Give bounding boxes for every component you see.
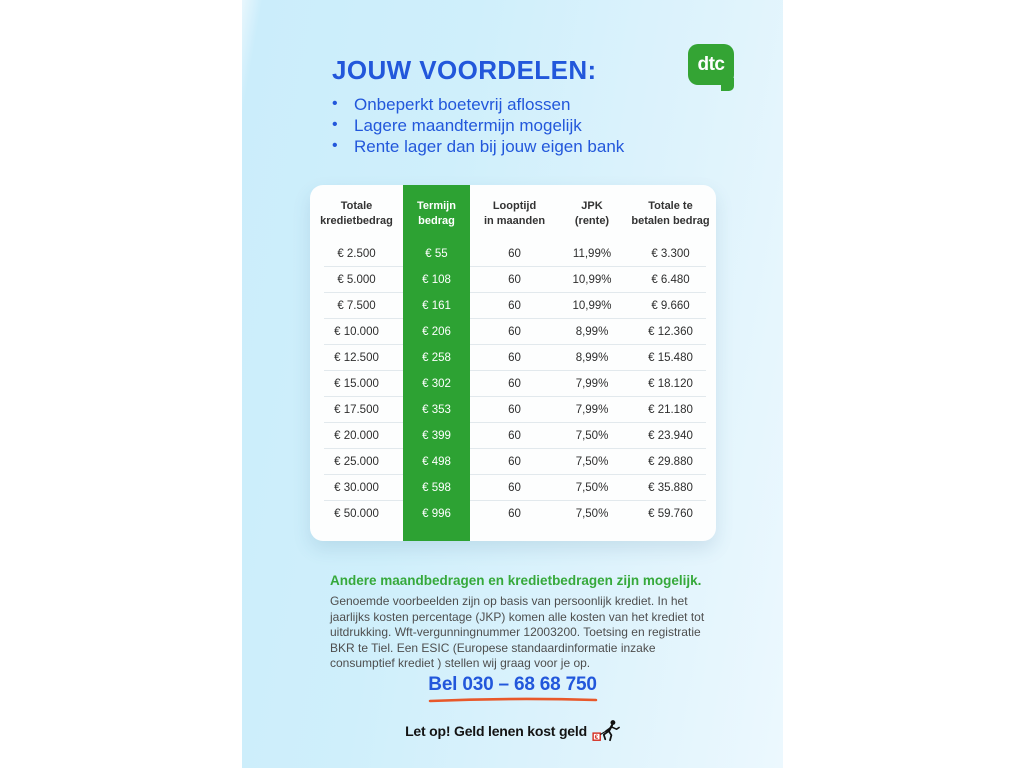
list-item bbox=[328, 95, 624, 116]
table-cell: € 59.760 bbox=[648, 508, 693, 520]
disclaimer-heading: Andere maandbedragen en kredietbedragen zijn mogelijk. bbox=[330, 573, 702, 588]
table-cell: 60 bbox=[508, 300, 521, 312]
table-cell: € 15.000 bbox=[334, 378, 379, 390]
geld-lenen-kost-geld-icon bbox=[592, 719, 620, 742]
table-cell: € 29.880 bbox=[648, 456, 693, 468]
list-item bbox=[328, 116, 624, 137]
table-cell: € 35.880 bbox=[648, 482, 693, 494]
table-cell: € 6.480 bbox=[651, 274, 690, 286]
table-cell: 60 bbox=[508, 352, 521, 364]
table-cell: 10,99% bbox=[572, 274, 612, 286]
phone-underline-stroke bbox=[428, 696, 598, 703]
column-header-looptijd: Looptijd in maanden bbox=[483, 200, 546, 227]
table-cell: € 20.000 bbox=[334, 430, 379, 442]
flyer-panel bbox=[242, 0, 783, 768]
svg-text:€: € bbox=[594, 734, 599, 741]
table-cell: € 50.000 bbox=[334, 508, 379, 520]
bullet-icon: • bbox=[332, 116, 338, 133]
table-cell: 60 bbox=[508, 326, 521, 338]
table-row bbox=[310, 371, 716, 397]
table-cell: € 996 bbox=[422, 508, 451, 520]
benefit-label: Rente lager dan bij jouw eigen bank bbox=[354, 137, 625, 156]
table-row bbox=[310, 475, 716, 501]
column-header-totaal: Totale te betalen bedrag bbox=[631, 200, 710, 227]
table-cell: € 302 bbox=[422, 378, 451, 390]
table-cell: € 17.500 bbox=[334, 404, 379, 416]
benefit-label: Lagere maandtermijn mogelijk bbox=[354, 116, 582, 135]
disclaimer-body: Genoemde voorbeelden zijn op basis van persoonlijk krediet. In het jaarlijks kosten percentage (JKP) komen alle kosten van het krediet tot uitdrukking. Wft-vergunningnummer 12003200. Toetsing en registratie BKR te Tiel. Een ESIC (Europese standaardinformatie inzake consumptief krediet ) stellen wij graag voor je op. bbox=[330, 594, 705, 670]
table-cell: € 18.120 bbox=[648, 378, 693, 390]
table-cell: € 10.000 bbox=[334, 326, 379, 338]
phone-link[interactable]: Bel 030 – 68 68 750 bbox=[428, 674, 597, 695]
disclaimer-section bbox=[330, 573, 712, 672]
table-row bbox=[310, 293, 716, 319]
table-row bbox=[310, 397, 716, 423]
table-row bbox=[310, 241, 716, 267]
table-cell: € 2.500 bbox=[337, 248, 376, 260]
credit-warning-text: Let op! Geld lenen kost geld bbox=[405, 722, 587, 739]
table-cell: 60 bbox=[508, 482, 521, 494]
table-row bbox=[310, 267, 716, 293]
table-cell: € 12.500 bbox=[334, 352, 379, 364]
table-cell: € 9.660 bbox=[651, 300, 690, 312]
table-header bbox=[310, 185, 716, 241]
table-cell: € 206 bbox=[422, 326, 451, 338]
table-cell: 7,50% bbox=[575, 456, 609, 468]
table-cell: 7,99% bbox=[575, 378, 609, 390]
column-header-termijnbedrag: Termijn bedrag bbox=[417, 200, 456, 227]
benefits-list bbox=[328, 95, 624, 158]
phone-section bbox=[242, 674, 783, 703]
loan-table-card bbox=[310, 185, 716, 541]
table-row bbox=[310, 345, 716, 371]
table-cell: € 21.180 bbox=[648, 404, 693, 416]
table-cell: 60 bbox=[508, 508, 521, 520]
column-header-kredietbedrag: Totale kredietbedrag bbox=[320, 200, 393, 227]
table-cell: € 23.940 bbox=[648, 430, 693, 442]
table-cell: € 598 bbox=[422, 482, 451, 494]
table-row bbox=[310, 501, 716, 527]
table-cell: 60 bbox=[508, 378, 521, 390]
table-cell: 10,99% bbox=[572, 300, 612, 312]
table-body bbox=[310, 241, 716, 527]
table-cell: 8,99% bbox=[575, 352, 609, 364]
table-cell: € 399 bbox=[422, 430, 451, 442]
table-cell: 7,50% bbox=[575, 508, 609, 520]
table-cell: € 353 bbox=[422, 404, 451, 416]
table-cell: € 25.000 bbox=[334, 456, 379, 468]
table-cell: 7,50% bbox=[575, 482, 609, 494]
table-cell: € 15.480 bbox=[648, 352, 693, 364]
table-cell: 60 bbox=[508, 274, 521, 286]
table-row bbox=[310, 319, 716, 345]
table-cell: € 258 bbox=[422, 352, 451, 364]
table-cell: € 55 bbox=[425, 248, 448, 260]
table-cell: 7,50% bbox=[575, 430, 609, 442]
table-row bbox=[310, 423, 716, 449]
table-cell: 7,99% bbox=[575, 404, 609, 416]
table-cell: € 30.000 bbox=[334, 482, 379, 494]
table-cell: € 5.000 bbox=[337, 274, 376, 286]
dtc-logo-text: dtc bbox=[697, 53, 725, 75]
list-item bbox=[328, 137, 624, 158]
table-cell: € 161 bbox=[422, 300, 451, 312]
table-cell: € 12.360 bbox=[648, 326, 693, 338]
table-cell: 8,99% bbox=[575, 326, 609, 338]
credit-warning bbox=[242, 719, 783, 742]
table-cell: 60 bbox=[508, 404, 521, 416]
page-title: JOUW VOORDELEN: bbox=[332, 55, 597, 85]
table-cell: € 498 bbox=[422, 456, 451, 468]
table-cell: 60 bbox=[508, 456, 521, 468]
table-cell: € 7.500 bbox=[337, 300, 376, 312]
table-cell: 60 bbox=[508, 248, 521, 260]
benefit-label: Onbeperkt boetevrij aflossen bbox=[354, 95, 571, 114]
table-cell: 11,99% bbox=[572, 248, 612, 260]
table-cell: € 108 bbox=[422, 274, 451, 286]
table-cell: € 3.300 bbox=[651, 248, 690, 260]
bullet-icon: • bbox=[332, 95, 338, 112]
table-row bbox=[310, 449, 716, 475]
dtc-logo bbox=[688, 44, 734, 85]
bullet-icon: • bbox=[332, 137, 338, 154]
column-header-jpk: JPK (rente) bbox=[574, 200, 610, 227]
table-cell: 60 bbox=[508, 430, 521, 442]
